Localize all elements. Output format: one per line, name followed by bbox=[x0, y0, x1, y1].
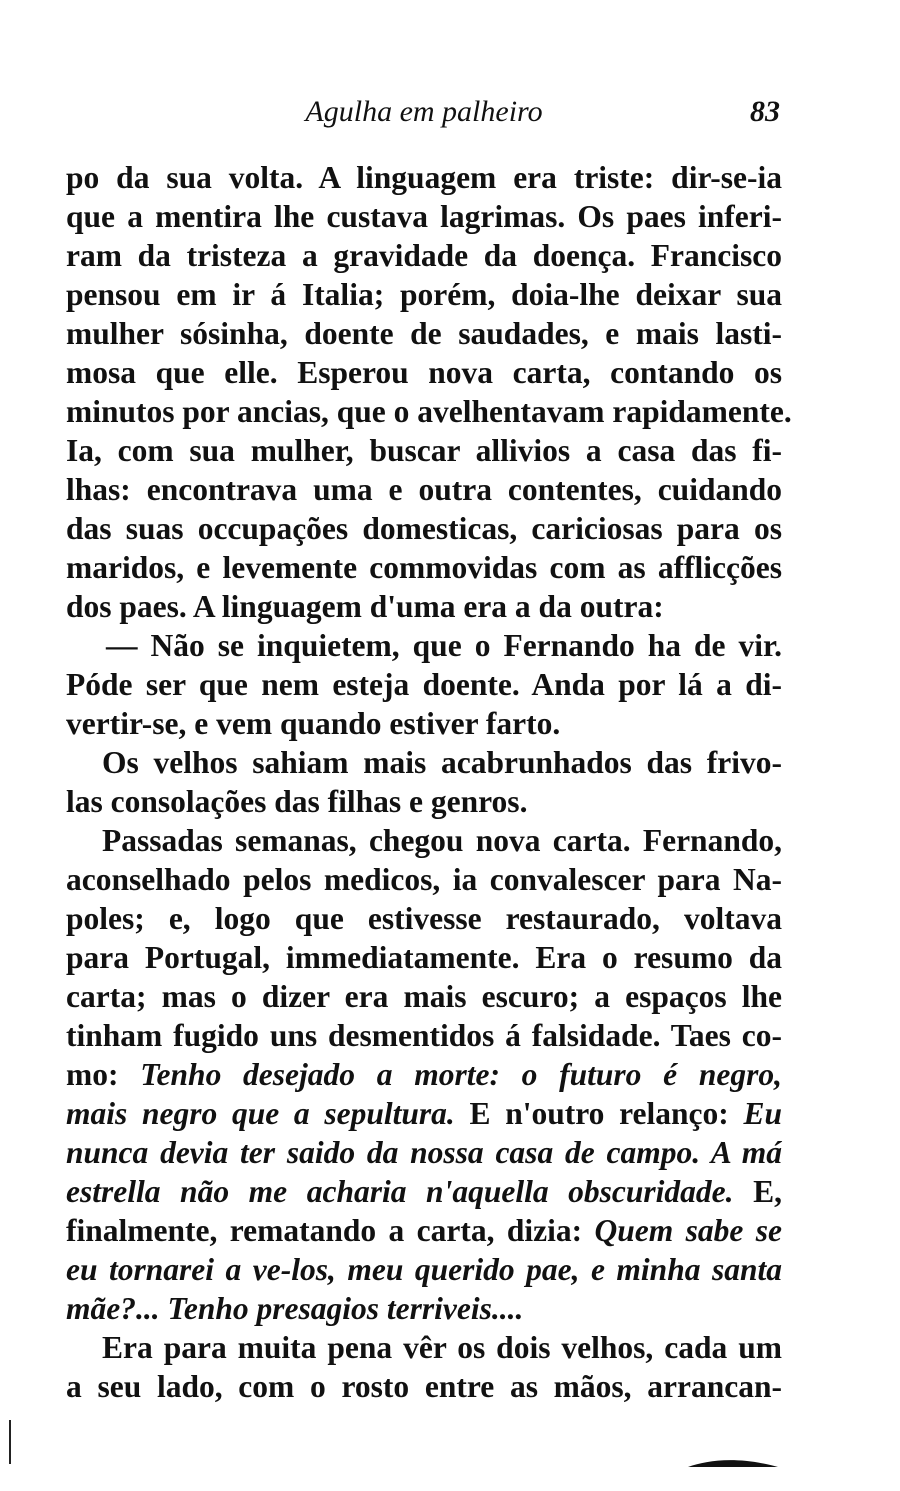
text-line: Póde ser que nem esteja doente. Anda por lá a di- bbox=[66, 667, 782, 702]
text-line: Os velhos sahiam mais acabrunhados das frivo- bbox=[102, 745, 782, 780]
text-line: carta; mas o dizer era mais escuro; a espaços lhe bbox=[66, 979, 782, 1014]
margin-mark bbox=[9, 1420, 11, 1464]
text-line: das suas occupações domesticas, cariciosas para os bbox=[66, 511, 782, 546]
text-line: po da sua volta. A linguagem era triste: dir-se-ia bbox=[66, 160, 782, 195]
text-line bbox=[66, 1211, 782, 1250]
page-number: 83 bbox=[750, 95, 780, 128]
italic-quote-segment: eu tornarei a ve-los, meu querido pae, e minha santa bbox=[66, 1252, 782, 1287]
text-line: mulher sósinha, doente de saudades, e mais lasti- bbox=[66, 316, 782, 351]
italic-quote-segment: estrella não me acharia n'aquella obscuridade. bbox=[66, 1174, 734, 1209]
text-line: aconselhado pelos medicos, ia convalescer para Na- bbox=[66, 862, 782, 897]
text-line: — Não se inquietem, que o Fernando ha de vir. bbox=[106, 628, 782, 663]
text-line: las consolações das filhas e genros. bbox=[66, 784, 528, 819]
text-segment: finalmente, rematando a carta, dizia: bbox=[66, 1213, 595, 1248]
ink-smudge bbox=[688, 1456, 778, 1468]
text-line bbox=[66, 1172, 782, 1211]
text-line: dos paes. A linguagem d'uma era a da outra: bbox=[66, 589, 664, 624]
text-line: minutos por ancias, que o avelhentavam rapidamente. bbox=[66, 394, 792, 429]
text-line: mosa que elle. Esperou nova carta, contando os bbox=[66, 355, 782, 390]
text-line: para Portugal, immediatamente. Era o resumo da bbox=[66, 940, 782, 975]
text-line: ram da tristeza a gravidade da doença. Francisco bbox=[66, 238, 782, 273]
italic-quote-segment: nunca devia ter saido da nossa casa de campo. A má bbox=[66, 1135, 782, 1170]
text-line bbox=[66, 1094, 782, 1133]
text-segment: E, bbox=[733, 1174, 782, 1209]
page-header bbox=[66, 92, 782, 132]
text-line: lhas: encontrava uma e outra contentes, cuidando bbox=[66, 472, 782, 507]
text-line bbox=[66, 1133, 782, 1172]
body-text bbox=[66, 158, 792, 1406]
text-line: Era para muita pena vêr os dois velhos, cada um bbox=[102, 1330, 782, 1365]
text-line bbox=[66, 1055, 782, 1094]
text-line: a seu lado, com o rosto entre as mãos, arrancan- bbox=[66, 1369, 782, 1404]
italic-quote-segment: Eu bbox=[743, 1096, 782, 1131]
text-line: tinham fugido uns desmentidos á falsidade. Taes co- bbox=[66, 1018, 782, 1053]
running-title: Agulha em palheiro bbox=[305, 95, 543, 128]
italic-quote-segment: Quem sabe se bbox=[594, 1213, 782, 1248]
text-line: que a mentira lhe custava lagrimas. Os paes inferi- bbox=[66, 199, 782, 234]
text-segment: E n'outro relanço: bbox=[454, 1096, 744, 1131]
text-line: poles; e, logo que estivesse restaurado, voltava bbox=[66, 901, 782, 936]
text-line: pensou em ir á Italia; porém, doia-lhe deixar sua bbox=[66, 277, 782, 312]
text-line: Passadas semanas, chegou nova carta. Fernando, bbox=[102, 823, 782, 858]
text-line: Ia, com sua mulher, buscar allivios a casa das fi- bbox=[66, 433, 782, 468]
text-segment: mo: bbox=[66, 1057, 141, 1092]
text-line: vertir-se, e vem quando estiver farto. bbox=[66, 706, 561, 741]
italic-quote-segment: mais negro que a sepultura. bbox=[66, 1096, 455, 1131]
italic-quote-segment: mãe?... Tenho presagios terriveis.... bbox=[66, 1291, 524, 1326]
text-line bbox=[66, 1289, 782, 1328]
text-line: maridos, e levemente commovidas com as afflicções bbox=[66, 550, 782, 585]
text-line bbox=[66, 1250, 782, 1289]
italic-quote-segment: Tenho desejado a morte: o futuro é negro, bbox=[140, 1057, 782, 1092]
